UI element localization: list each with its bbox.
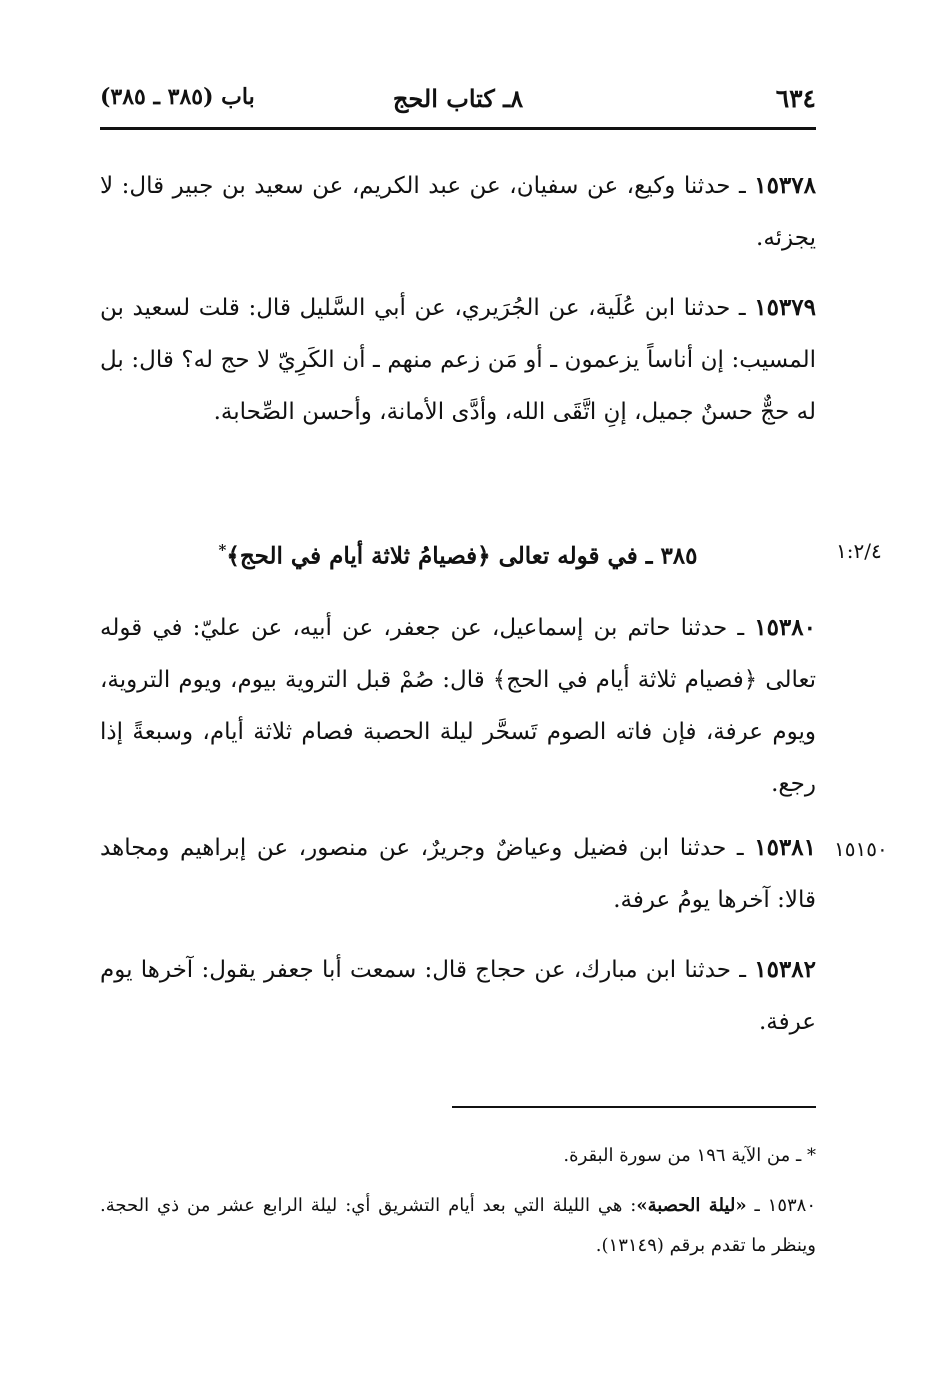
header-rule: [100, 127, 816, 130]
section-heading: [100, 524, 816, 583]
margin-reference: ١٥١٥٠: [834, 837, 888, 861]
footnote-separator: [452, 1106, 816, 1108]
hadith-number: ١٥٣٨١: [754, 834, 816, 861]
footnote-text: * ـ من الآية ١٩٦ من سورة البقرة.: [563, 1145, 816, 1166]
footnote-term: «ليلة الحصبة»: [636, 1195, 747, 1216]
chapter-range: باب (٣٨٥ ـ ٣٨٥): [100, 84, 255, 110]
hadith-paragraph: [100, 822, 816, 926]
hadith-paragraph: [100, 944, 816, 1048]
book-title: ٨ـ كتاب الحج: [392, 84, 524, 113]
footnote-text: : هي الليلة التي بعد أيام التشريق أي: ليلة الرابع عشر من ذي الحجة. وينظر ما تقدم برقم (١٣١٤٩).: [100, 1195, 816, 1256]
hadith-number: ١٥٣٧٨: [754, 172, 816, 199]
hadith-text: ـ حدثنا حاتم بن إسماعيل، عن جعفر، عن أبيه، عن عليّ: في قوله تعالى ﴿فصيام ثلاثة أيام في الحج﴾ قال: صُمْ قبل التروية بيوم، ويوم التروية، ويوم عرفة، فإن فاته الصوم تَسحَّر ليلة الحصبة فصام ثلاثة أيام، وسبعةً إذا رجع.: [100, 615, 816, 797]
hadith-number: ١٥٣٧٩: [754, 294, 816, 321]
footnote-star: *: [218, 541, 227, 559]
hadith-paragraph: [100, 282, 816, 438]
hadith-text: ـ حدثنا ابن مبارك، عن حجاج قال: سمعت أبا جعفر يقول: آخرها يوم عرفة.: [100, 957, 816, 1035]
footnote-prefix: ١٥٣٨٠ ـ: [746, 1195, 816, 1216]
hadith-number: ١٥٣٨٠: [754, 614, 816, 641]
hadith-paragraph: [100, 160, 816, 264]
footnote: [100, 1186, 816, 1266]
footnote: [100, 1136, 816, 1176]
section-title-text: ٣٨٥ ـ في قوله تعالى ﴿فصيامُ ثلاثة أيام في الحج﴾: [226, 542, 698, 570]
hadith-text: ـ حدثنا ابن عُلَية، عن الجُرَيري، عن أبي السَّليل قال: قلت لسعيد بن المسيب: إن أناساً يزعمون ـ أو مَن زعم منهم ـ أن الكَرِيّ لا حج له؟ قال: بل له حجٌّ حسنٌ جميل، إنِ اتَّقَى الله، وأدَّى الأمانة، وأحسن الصِّحابة.: [100, 295, 816, 425]
margin-reference: ١:٢/٤: [836, 539, 882, 563]
hadith-text: ـ حدثنا ابن فضيل وعياضٌ وجريرٌ، عن منصور، عن إبراهيم ومجاهد قالا: آخرها يومُ عرفة.: [100, 835, 816, 913]
page-header: [100, 84, 816, 124]
hadith-paragraph: [100, 602, 816, 810]
page-number: ٦٣٤: [775, 84, 816, 113]
hadith-text: ـ حدثنا وكيع، عن سفيان، عن عبد الكريم، عن سعيد بن جبير قال: لا يجزئه.: [100, 173, 816, 251]
hadith-number: ١٥٣٨٢: [754, 956, 816, 983]
